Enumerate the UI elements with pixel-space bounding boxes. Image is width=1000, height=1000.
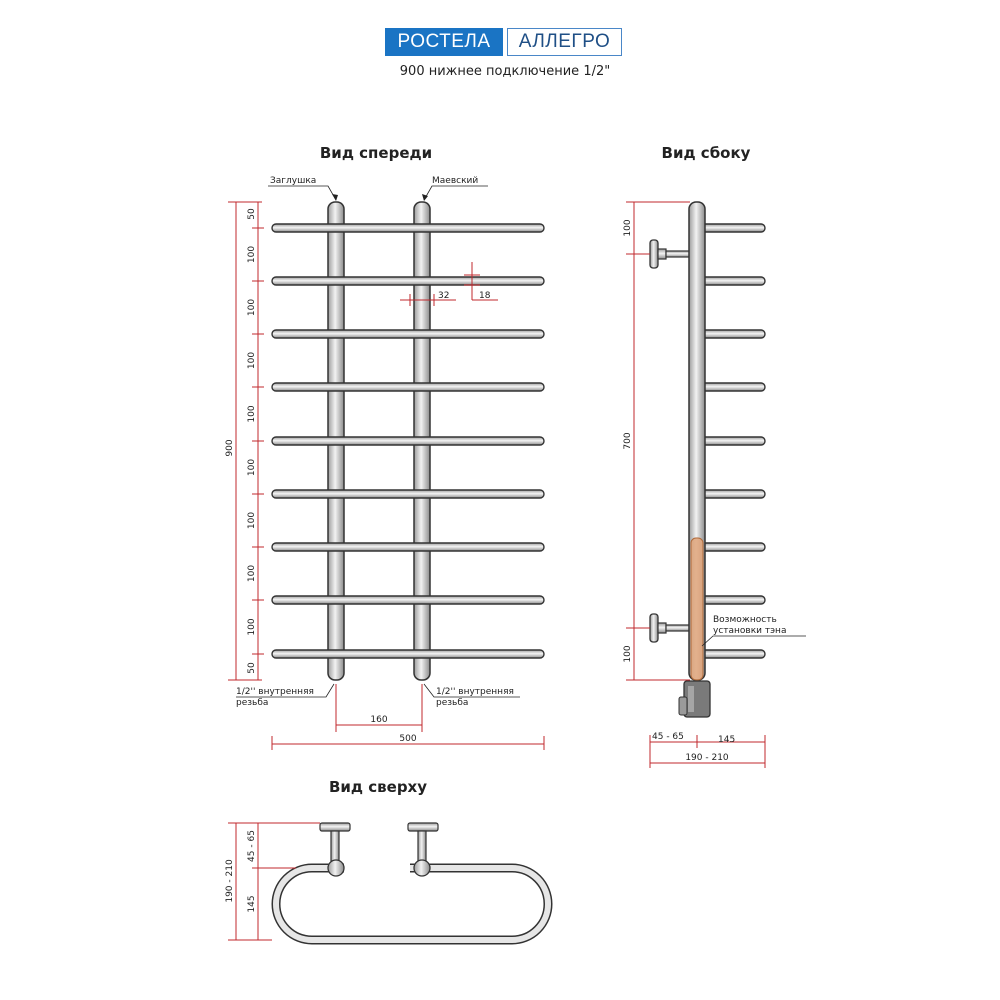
dim-step-value: 100 bbox=[247, 245, 257, 264]
dim-step-value: 100 bbox=[247, 511, 257, 530]
dim-bottom-offset-value: 50 bbox=[247, 662, 257, 674]
front-bar bbox=[272, 224, 544, 232]
dim-step-value: 100 bbox=[247, 564, 257, 583]
dim-step-value: 100 bbox=[247, 351, 257, 370]
thread-label-left-1: 1/2'' внутренняя bbox=[236, 687, 314, 697]
brand-name: РОСТЕЛА bbox=[385, 28, 503, 56]
dim-step-value: 100 bbox=[247, 458, 257, 477]
side-bar bbox=[697, 596, 765, 604]
top-view-title: Вид сверху bbox=[328, 778, 428, 796]
side-bar bbox=[697, 490, 765, 498]
dim-top-vertical bbox=[228, 823, 320, 940]
side-view bbox=[623, 144, 806, 768]
heater-connector bbox=[679, 681, 710, 717]
plug-label: Заглушка bbox=[270, 176, 317, 186]
front-bars bbox=[272, 224, 544, 658]
dim-side-bottom-value: 100 bbox=[623, 645, 633, 663]
side-bar bbox=[697, 543, 765, 551]
dim-wall-gap-value: 45 - 65 bbox=[652, 732, 684, 742]
top-loop-fill bbox=[276, 868, 548, 940]
dim-side-total-depth-value: 190 - 210 bbox=[685, 753, 729, 763]
dim-side-depth-value: 145 bbox=[718, 735, 736, 745]
dim-pipe-spacing-value: 160 bbox=[370, 715, 388, 725]
top-loop-gap bbox=[344, 860, 410, 876]
side-view-title: Вид сбоку bbox=[661, 144, 751, 162]
heater-leader bbox=[702, 636, 806, 646]
side-bar bbox=[697, 330, 765, 338]
thread-label-right-1: 1/2'' внутренняя bbox=[436, 687, 514, 697]
dim-top-gap-value: 45 - 65 bbox=[247, 830, 257, 862]
valve-leader bbox=[424, 186, 488, 200]
plug-leader bbox=[268, 186, 336, 200]
product-subtitle: 900 нижнее подключение 1/2" bbox=[399, 64, 611, 79]
dim-top-total-value: 190 - 210 bbox=[225, 859, 235, 903]
valve-label: Маевский bbox=[432, 176, 479, 186]
side-bars bbox=[697, 224, 765, 658]
dim-top-depth-value: 145 bbox=[247, 895, 257, 913]
front-bar bbox=[272, 490, 544, 498]
dim-bar-spacing-value: 32 bbox=[438, 291, 450, 301]
side-bar bbox=[697, 437, 765, 445]
side-bar bbox=[697, 383, 765, 391]
dim-step-value: 100 bbox=[247, 298, 257, 317]
front-bar bbox=[272, 596, 544, 604]
front-view-title: Вид спереди bbox=[319, 144, 433, 162]
thread-label-right-2: резьба bbox=[436, 698, 469, 708]
dim-total-height-value: 900 bbox=[225, 439, 235, 457]
front-bar bbox=[272, 543, 544, 551]
front-bar bbox=[272, 277, 544, 285]
dim-step-value: 100 bbox=[247, 618, 257, 636]
wall-bracket-bottom bbox=[650, 614, 690, 642]
top-view bbox=[225, 778, 548, 940]
heater-label-1: Возможность bbox=[713, 615, 777, 625]
front-bar bbox=[272, 650, 544, 658]
dim-side-middle-value: 700 bbox=[623, 432, 633, 450]
front-bar bbox=[272, 383, 544, 391]
dim-step-value: 100 bbox=[247, 405, 257, 423]
wall-bracket-top bbox=[650, 240, 690, 268]
top-loop-outline bbox=[276, 868, 548, 940]
dim-side-vertical bbox=[626, 202, 690, 680]
dim-side-top-value: 100 bbox=[623, 219, 633, 237]
front-bar bbox=[272, 437, 544, 445]
side-bar bbox=[697, 650, 765, 658]
front-view bbox=[225, 144, 544, 750]
dim-bar-diameter-value: 18 bbox=[479, 291, 491, 301]
thread-label-left-2: резьба bbox=[236, 698, 269, 708]
heater-label-2: установки тэна bbox=[713, 626, 787, 636]
model-name: АЛЛЕГРО bbox=[507, 28, 622, 56]
side-bar bbox=[697, 277, 765, 285]
front-bar bbox=[272, 330, 544, 338]
plug-leader-arrow bbox=[332, 194, 338, 201]
dim-total-width-value: 500 bbox=[399, 734, 417, 744]
side-bar bbox=[697, 224, 765, 232]
dim-top-offset-value: 50 bbox=[247, 208, 257, 220]
heater-element bbox=[691, 538, 703, 680]
